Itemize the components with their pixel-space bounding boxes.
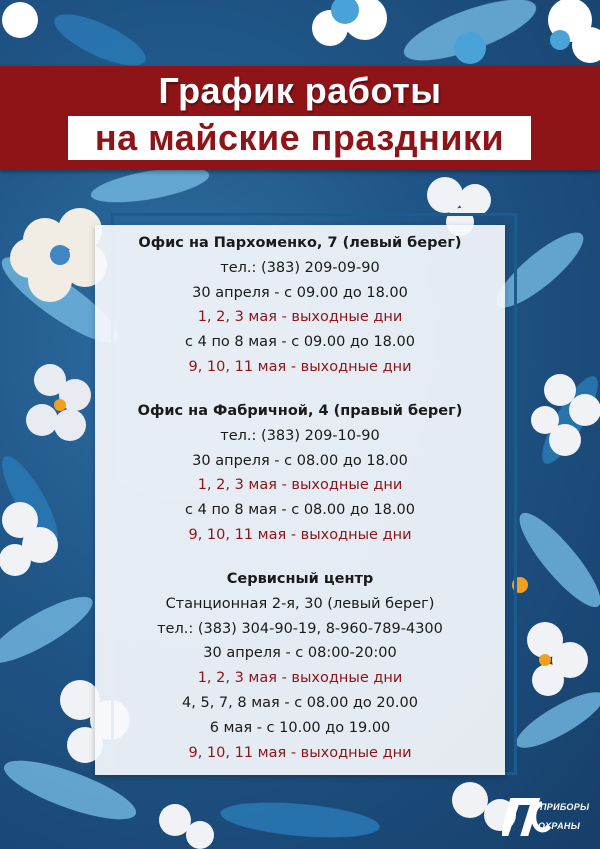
phone-line: тел.: (383) 209-10-90	[220, 427, 380, 444]
hours-line: с 4 по 8 мая - с 08.00 до 18.00	[185, 502, 415, 519]
holiday-line: 9, 10, 11 мая - выходные дни	[188, 744, 412, 761]
logo-mark-icon	[502, 790, 586, 842]
hours-line: 30 апреля - с 09.00 до 18.00	[192, 284, 408, 301]
office-section-parkhomenko	[95, 231, 505, 380]
schedule-card	[95, 225, 505, 775]
service-center-section	[95, 567, 505, 765]
office-section-fabrichnaya	[95, 399, 505, 548]
logo-text-top: ПРИБОРЫ	[540, 802, 590, 812]
hours-line: с 4 по 8 мая - с 09.00 до 18.00	[185, 334, 415, 351]
title-banner	[0, 66, 600, 170]
hours-line: 30 апреля - с 08.00 до 18.00	[192, 452, 408, 469]
holiday-line: 1, 2, 3 мая - выходные дни	[197, 670, 403, 687]
hours-line: 4, 5, 7, 8 мая - с 08.00 до 20.00	[182, 694, 418, 711]
page-title: График работы	[158, 70, 442, 111]
subtitle-box	[68, 116, 531, 160]
logo-text-bottom: ОХРАНЫ	[538, 821, 581, 831]
phone-line: тел.: (383) 209-09-90	[220, 259, 380, 276]
company-logo	[502, 790, 590, 842]
section-heading: Офис на Фабричной, 4 (правый берег)	[137, 403, 463, 419]
holiday-line: 9, 10, 11 мая - выходные дни	[188, 358, 412, 375]
section-heading: Офис на Пархоменко, 7 (левый берег)	[138, 235, 462, 251]
hours-line: 30 апреля - с 08:00-20:00	[203, 645, 397, 662]
hours-line: 6 мая - с 10.00 до 19.00	[209, 719, 391, 736]
holiday-line: 9, 10, 11 мая - выходные дни	[188, 526, 412, 543]
holiday-line: 1, 2, 3 мая - выходные дни	[197, 309, 403, 326]
phone-line: тел.: (383) 304-90-19, 8-960-789-4300	[157, 620, 443, 637]
section-heading: Сервисный центр	[226, 571, 374, 587]
page-subtitle: на майские праздники	[94, 117, 505, 158]
holiday-line: 1, 2, 3 мая - выходные дни	[197, 477, 403, 494]
address-line: Станционная 2-я, 30 (левый берег)	[165, 595, 435, 612]
